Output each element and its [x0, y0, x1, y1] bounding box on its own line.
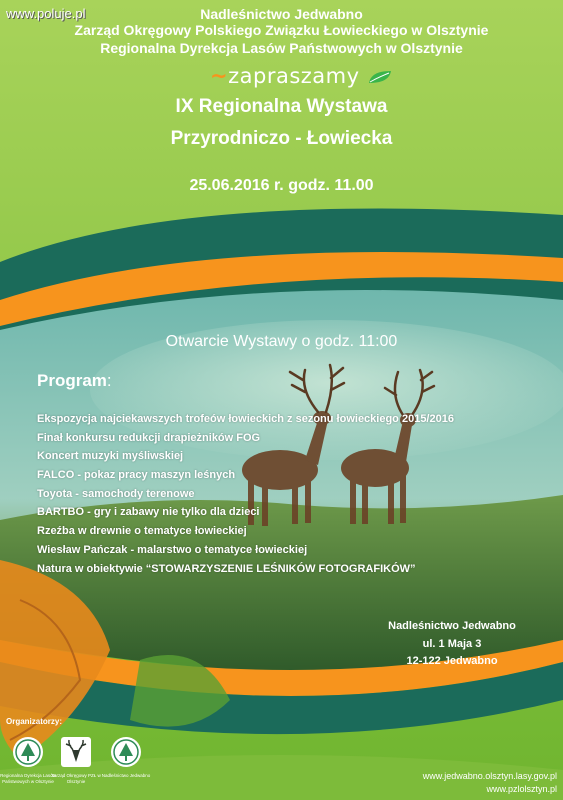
program-item: Natura w obiektywie “STOWARZYSZENIE LEŚNIKÓW FOTOGRAFIKÓW” — [37, 562, 416, 575]
program-item: Finał konkursu redukcji drapieżników FOG — [37, 431, 261, 444]
program-item: Wiesław Pańczak - malarstwo o tematyce łowieckiej — [37, 543, 308, 556]
address-city: 12-122 Jedwabno — [406, 655, 498, 667]
program-item: Koncert muzyki myśliwskiej — [37, 450, 184, 463]
address-name: Nadleśnictwo Jedwabno — [388, 620, 516, 632]
organizers-label: Organizatorzy: — [6, 717, 63, 726]
watermark: www.poluje.pl — [6, 6, 86, 21]
event-title-line-2: Przyrodniczo - Łowiecka — [170, 128, 393, 149]
organizer-name: Zarząd Okręgowy PZŁ w Olsztynie — [51, 773, 101, 784]
event-date: 25.06.2016 r. godz. 11.00 — [189, 177, 374, 194]
tree-logo-icon — [110, 736, 142, 768]
header-line-2: Zarząd Okręgowy Polskiego Związku Łowieckiego w Olsztynie — [74, 22, 489, 38]
organizer-name: Nadleśnictwo Jedwabno — [101, 773, 151, 778]
address-street: ul. 1 Maja 3 — [422, 638, 482, 650]
header-line-1: Nadleśnictwo Jedwabno — [200, 6, 363, 22]
program-heading — [37, 371, 112, 391]
zapraszamy-logo — [210, 64, 393, 88]
program-list — [37, 410, 454, 578]
leaf-icon — [367, 69, 393, 85]
program-item: FALCO - pokaz pracy maszyn leśnych — [37, 469, 236, 482]
program-item: Toyota - samochody terenowe — [37, 487, 195, 500]
tree-logo-icon — [12, 736, 44, 768]
program-item: BARTBO - gry i zabawy nie tylko dla dzieci — [37, 506, 260, 519]
zapraszamy-text: zapraszamy — [228, 64, 360, 88]
program-item: Ekspozycja najciekawszych trofeów łowieckich z sezonu łowieckiego 2015/2016 — [37, 413, 454, 425]
website-link[interactable]: www.jedwabno.olsztyn.lasy.gov.pl — [422, 771, 557, 781]
program-heading-colon: : — [106, 371, 112, 390]
opening-time: Otwarcie Wystawy o godz. 11:00 — [165, 333, 398, 350]
swoosh-icon: ~ — [210, 64, 229, 88]
pzl-deer-logo-icon — [60, 736, 92, 768]
organizer-name: Regionalna Dyrekcja Lasów Państwowych w Olsztynie — [0, 773, 56, 784]
program-heading-text: Program — [37, 371, 107, 390]
header-line-3: Regionalna Dyrekcja Lasów Państwowych w Olsztynie — [100, 40, 463, 56]
website-link[interactable]: www.pzlolsztyn.pl — [486, 784, 557, 794]
program-item: Rzeźba w drewnie o tematyce łowieckiej — [37, 525, 247, 538]
event-title-line-1: IX Regionalna Wystawa — [175, 96, 388, 117]
